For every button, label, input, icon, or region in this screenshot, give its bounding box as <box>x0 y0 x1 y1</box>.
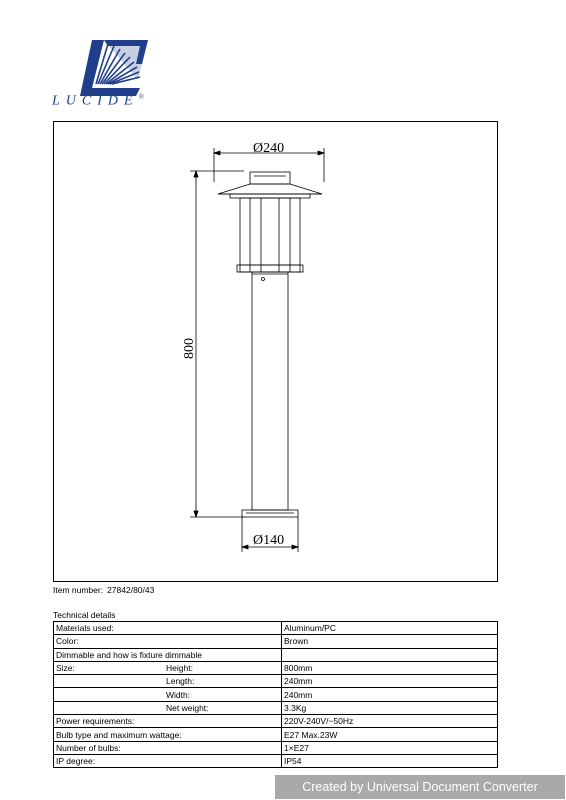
table-row <box>54 622 498 635</box>
spec-label <box>56 702 166 714</box>
trademark-symbol: ® <box>138 93 144 101</box>
table-row <box>54 728 498 741</box>
item-number-value: 27842/80/43 <box>107 585 155 595</box>
table-row <box>54 635 498 648</box>
spec-label <box>56 689 166 701</box>
spec-label: Dimmable and how is fixture dimmable <box>54 648 282 661</box>
spec-label: Power requirements: <box>54 715 282 728</box>
item-number-label: Item number: <box>53 585 104 595</box>
spec-sublabel: Length: <box>166 676 195 687</box>
spec-label: Color: <box>54 635 282 648</box>
table-row <box>54 754 498 767</box>
spec-sublabel: Height: <box>166 663 193 674</box>
spec-label: Materials used: <box>54 622 282 635</box>
table-row <box>54 688 498 701</box>
brand-wordmark <box>52 93 156 110</box>
table-row <box>54 661 498 674</box>
spec-value: 240mm <box>282 675 498 688</box>
converter-watermark-banner: Created by Universal Document Converter <box>275 775 565 799</box>
table-row <box>54 715 498 728</box>
table-row <box>54 701 498 714</box>
spec-value: Brown <box>282 635 498 648</box>
spec-value: E27 Max.23W <box>282 728 498 741</box>
base-diameter-label: Ø140 <box>253 533 285 548</box>
spec-label: IP degree: <box>54 754 282 767</box>
technical-details-table <box>53 621 498 768</box>
top-diameter-label: Ø240 <box>253 141 285 156</box>
spec-value: 240mm <box>282 688 498 701</box>
bollard-lamp-drawing <box>54 122 499 583</box>
technical-drawing <box>53 121 498 582</box>
height-label: 800 <box>182 338 197 359</box>
table-row <box>54 648 498 661</box>
spec-value: 1×E27 <box>282 741 498 754</box>
spec-value: Aluminum/PC <box>282 622 498 635</box>
spec-label-cell <box>54 688 282 701</box>
spec-label-cell <box>54 661 282 674</box>
spec-value <box>282 648 498 661</box>
item-number <box>53 585 154 595</box>
spec-sublabel: Width: <box>166 689 191 700</box>
spec-label: Size: <box>56 663 75 674</box>
technical-details-title: Technical details <box>53 610 116 620</box>
spec-label: Bulb type and maximum wattage: <box>54 728 282 741</box>
spec-value: 220V-240V/~50Hz <box>282 715 498 728</box>
spec-value: 3.3Kg <box>282 701 498 714</box>
spec-sublabel: Net weight: <box>166 702 209 713</box>
spec-label-cell <box>54 701 282 714</box>
spec-label: Number of bulbs: <box>54 741 282 754</box>
spec-label-cell <box>54 675 282 688</box>
table-row <box>54 741 498 754</box>
spec-value: IP54 <box>282 754 498 767</box>
table-row <box>54 675 498 688</box>
brand-name: LUCIDE <box>52 93 139 109</box>
spec-value: 800mm <box>282 661 498 674</box>
spec-label <box>56 675 166 687</box>
